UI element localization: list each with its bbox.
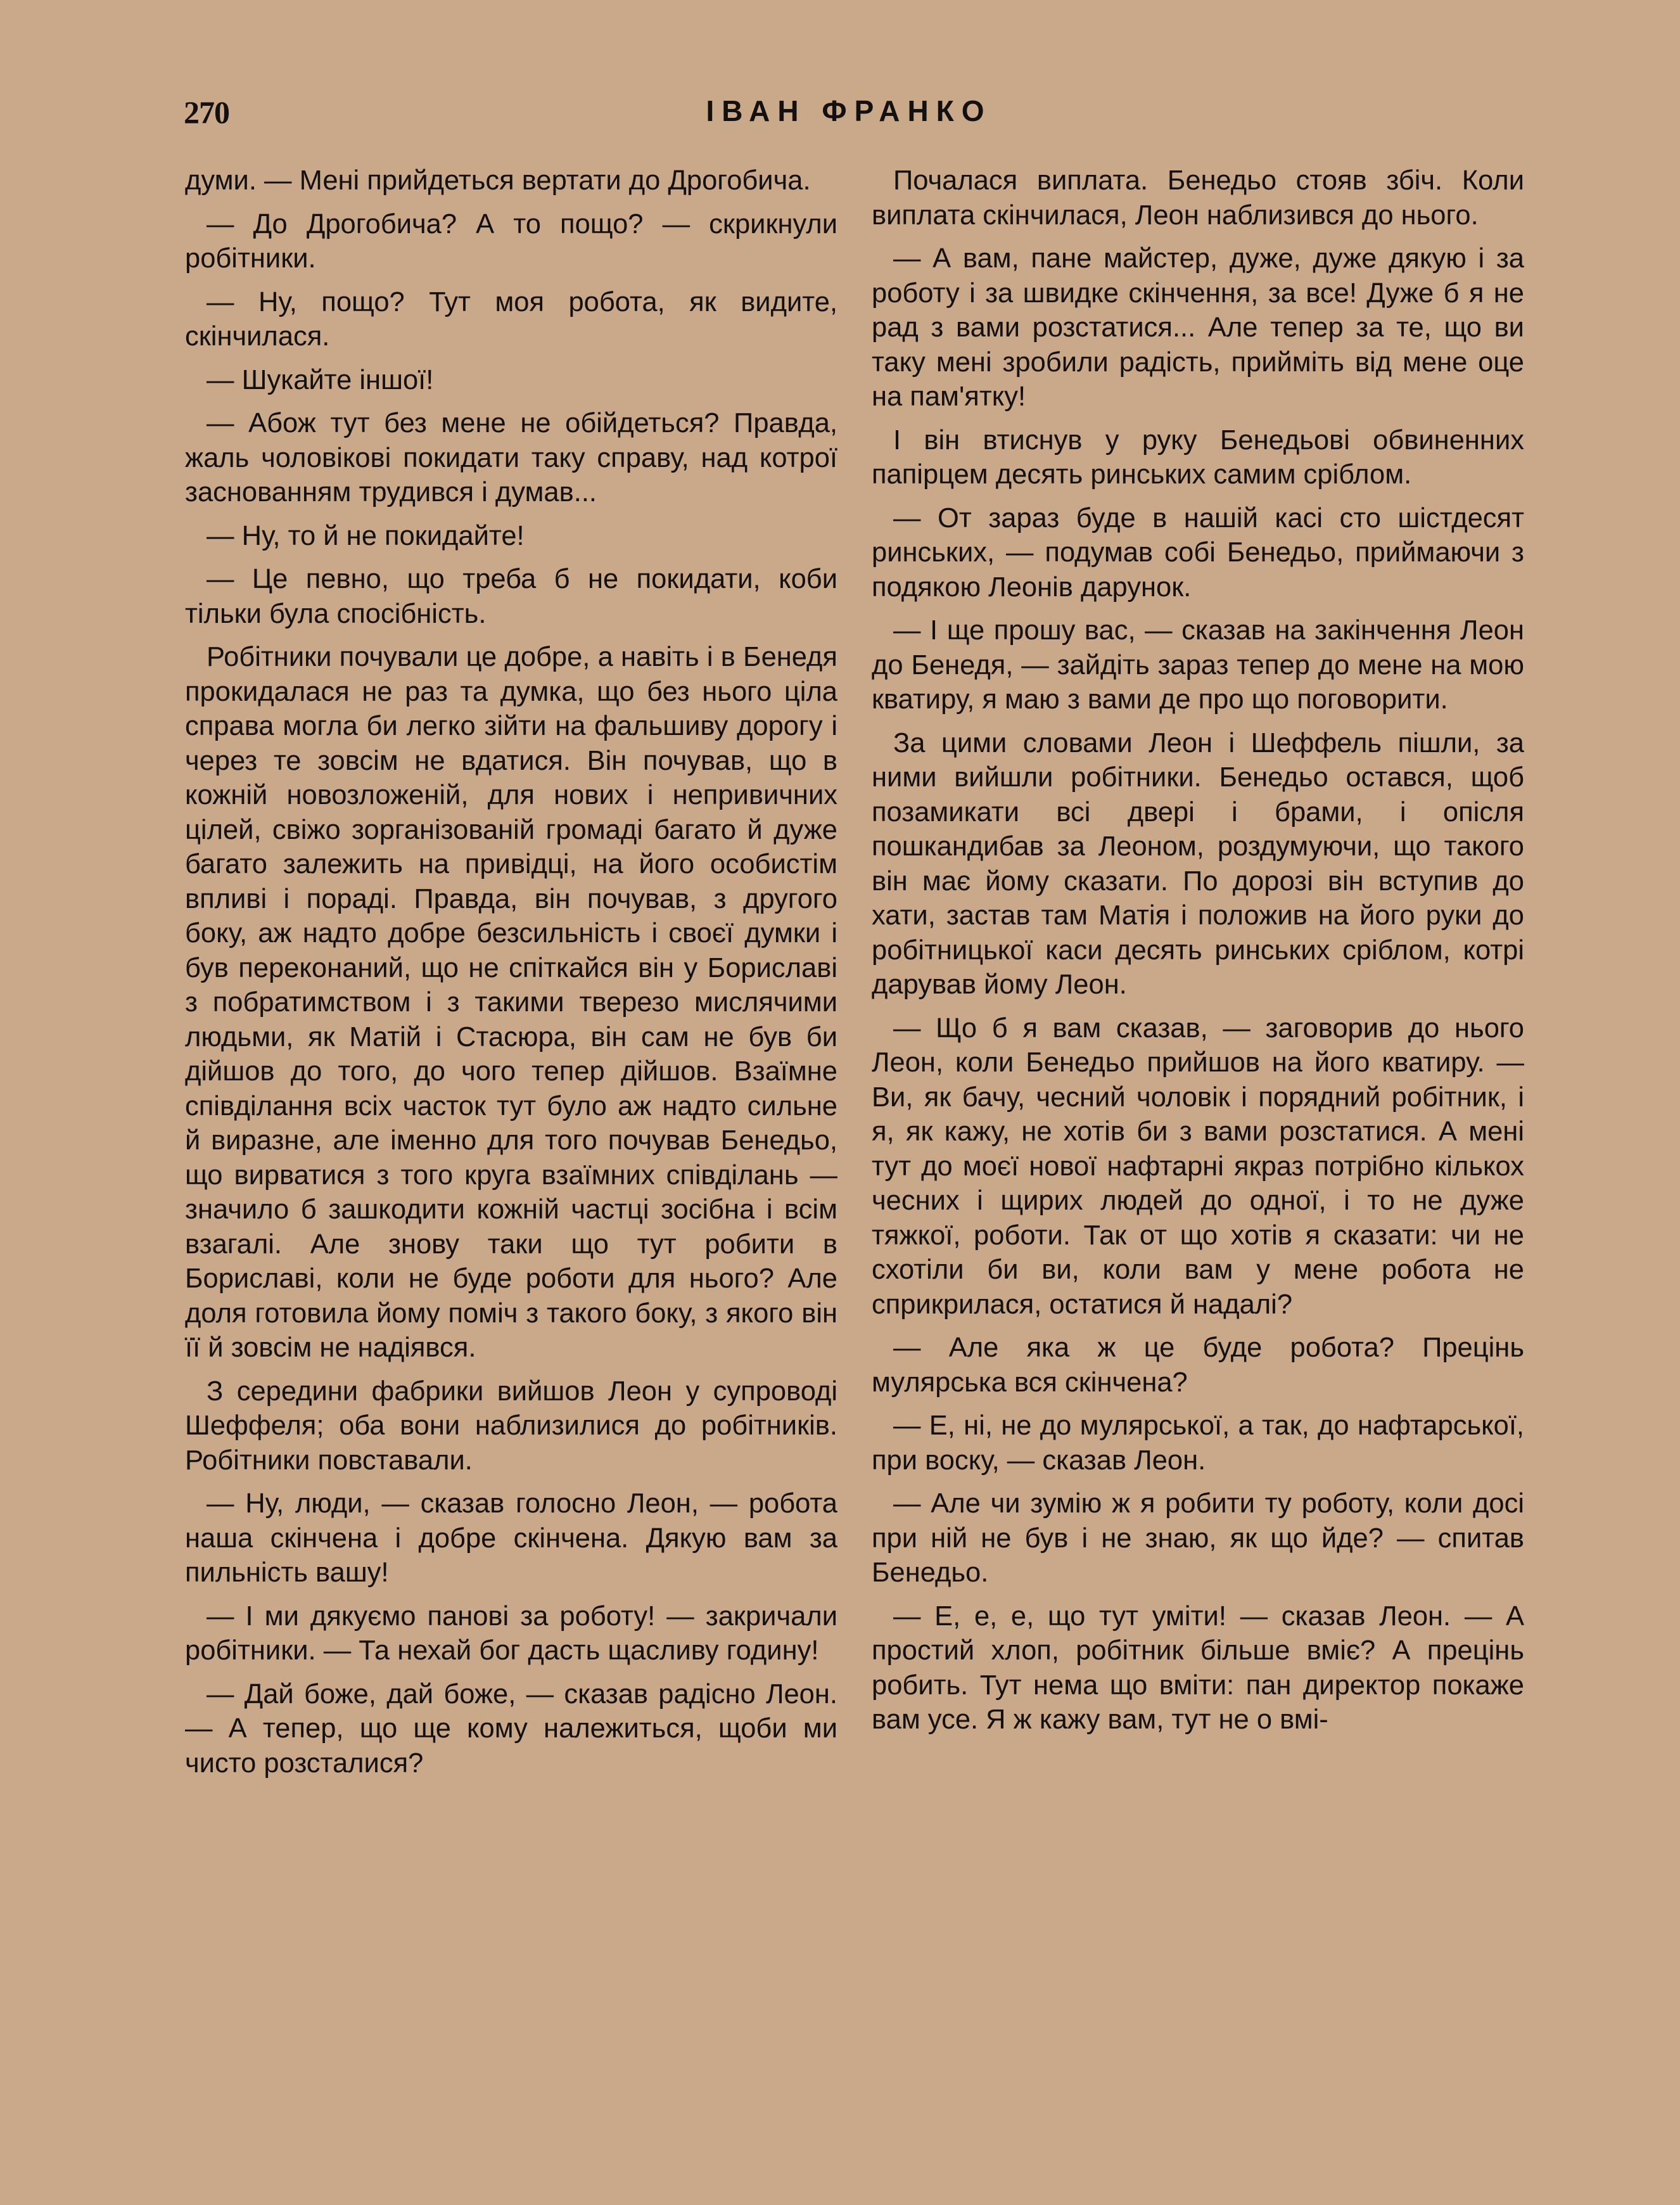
page-number: 270 [184,94,229,130]
paragraph: Почалася виплата. Бенедьо стояв збіч. Коли виплата скінчилася, Леон наблизився до нього. [872,165,1524,231]
paragraph: Робітники почували це добре, а навіть і в Бенедя прокидалася не раз та думка, що без нього ціла справа могла би легко зійти на фальшиву дорогу і через те зовсім не вдатися. Він почував, що в кожній новозложеній, для нових і непривичних цілей, свіжо зорганізованій громаді багато й дуже багато залежить на привідці, на його особистім впливі і пораді. Правда, він почував, з другого боку, аж надто добре безсильність і своєї думки і був переконаний, що не спіткайся він у Бориславі з побратимством і з такими тверезо мислячими людьми, як Матій і Стасюра, він сам не був би дійшов до того, до чого тепер дійшов. Взаїмне співділання всіх часток тут було аж надто сильне й виразне, але іменно для того почував Бенедьо, що вирватися з того круга взаїмних співділань — значило б зашкодити кожній частці зосібна і всім взагалі. Але знову таки що тут робити в Бориславі, коли не буде роботи для нього? Але доля готовила йому поміч з такого боку, з якого він її й зовсім не надіявся. [185,642,837,1363]
page-header [184,94,1514,138]
paragraph: думи. — Мені прийдеться вертати до Дрогобича. [185,165,811,196]
paragraph: — До Дрогобича? А то пощо? — скрикнули робітники. [185,208,837,274]
paragraph: — Але чи зумію ж я робити ту роботу, коли досі при ній не був і не знаю, як що йде? — спитав Бенедьо. [872,1488,1524,1588]
paragraph: — Це певно, що треба б не покидати, коби тільки була спосібність. [185,564,837,629]
paragraph: З середини фабрики вийшов Леон у супроводі Шеффеля; оба вони наблизилися до робітників. Робітники повставали. [185,1376,837,1476]
paragraph: За цими словами Леон і Шеффель пішли, за ними вийшли робітники. Бенедьо остався, щоб позамикати всі двері і брами, і опісля пошкандибав за Леоном, роздумуючи, що такого він має йому сказати. По дорозі він вступив до хати, застав там Матія і положив на його руки до робітницької каси десять ринських сріблом, котрі дарував йому Леон. [872,727,1524,1000]
paragraph: — І ще прошу вас, — сказав на закінчення Леон до Бенедя, — зайдіть зараз тепер до мене на мою кватиру, я маю з вами де про що поговорити. [872,615,1524,715]
left-column [185,163,837,1789]
paragraph: — Дай боже, дай боже, — сказав радісно Леон. — А тепер, що ще кому належиться, щоби ми чисто розсталися? [185,1678,837,1779]
paragraph: — Ну, то й не покидайте! [207,520,525,551]
paragraph: — Ну, люди, — сказав голосно Леон, — робота наша скінчена і добре скінчена. Дякую вам за пильність вашу! [185,1488,837,1588]
running-title: ІВАН ФРАНКО [706,94,992,127]
paragraph: — І ми дякуємо панові за роботу! — закричали робітники. — Та нехай бог дасть щасливу годину! [185,1601,837,1666]
right-column [872,163,1524,1746]
paragraph: — Шукайте іншої! [207,364,434,395]
paragraph: — От зараз буде в нашій касі сто шістдесят ринських, — подумав собі Бенедьо, приймаючи з подякою Леонів дарунок. [872,502,1524,603]
paragraph: — Абож тут без мене не обійдеться? Правда, жаль чоловікові покидати таку справу, над котрої заснованням трудився і думав... [185,408,837,508]
paragraph: І він втиснув у руку Бенедьові обвиненних папірцем десять ринських самим сріблом. [872,425,1524,490]
paragraph: — Але яка ж це буде робота? Прецінь мулярська вся скінчена? [872,1333,1524,1398]
paragraph: — Що б я вам сказав, — заговорив до нього Леон, коли Бенедьо прийшов на його кватиру. — Ви, як бачу, чесний чоловік і порядний робітник, і я, як кажу, не хотів би з вами розстатися. А мені тут до моєї нової нафтарні якраз потрібно кількох чесних і щирих людей до одної, і то не дуже тяжкої, роботи. Так от що хотів я сказати: чи не схотіли би ви, коли вам у мене робота не сприкрилася, остатися й надалі? [872,1013,1524,1320]
paragraph: — Ну, пощо? Тут моя робота, як видите, скінчилася. [185,286,837,352]
paragraph: — А вам, пане майстер, дуже, дуже дякую і за роботу і за швидке скінчення, за все! Дуже б я не рад з вами розстатися... Але тепер за те, що ви таку мені зробили радість, прийміть від мене оце на пам'ятку! [872,243,1524,412]
paragraph: — Е, ні, не до мулярської, а так, до нафтарської, при воску, — сказав Леон. [872,1410,1524,1476]
paragraph: — Е, е, е, що тут уміти! — сказав Леон. — А простий хлоп, робітник більше вміє? А прецінь робить. Тут нема що вміти: пан директор покаже вам усе. Я ж кажу вам, тут не о вмі- [872,1601,1524,1735]
